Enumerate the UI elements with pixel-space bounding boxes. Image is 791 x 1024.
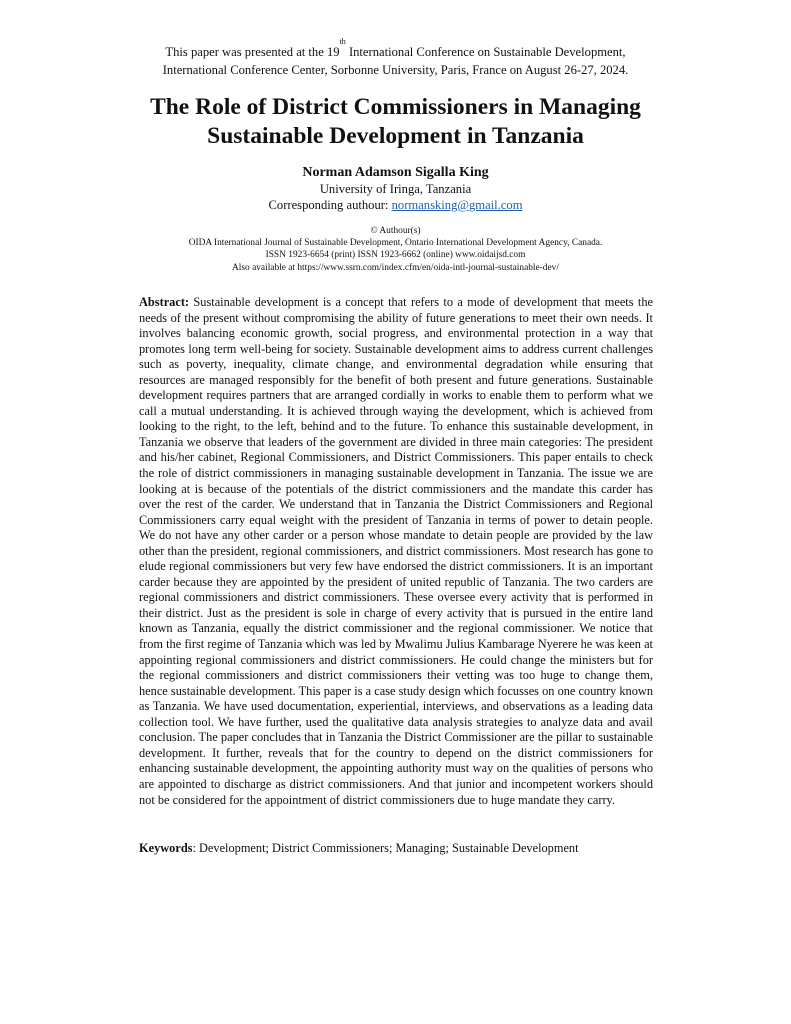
keywords-label: Keywords (139, 841, 193, 855)
availability-line: Also available at https://www.ssrn.com/index.cfm/en/oida-intl-journal-sustainable-dev/ (232, 262, 559, 273)
corresponding-author (120, 197, 671, 214)
keywords-text: : Development; District Commissioners; Managing; Sustainable Development (192, 841, 579, 855)
abstract (139, 295, 653, 808)
journal-line: OIDA International Journal of Sustainable Development, Ontario International Development Agency, Canada. (188, 238, 603, 249)
copyright-line: © Authour(s) (370, 226, 421, 236)
email-link[interactable]: normansking@gmail.com (391, 198, 523, 212)
abstract-text: Sustainable development is a concept that refers to a mode of development that meets the needs of the present without compromising the ability of future generations to meet their own needs. It involves balancing economic growth, social progress, and environmental protection in a way that promotes long term well-being for society. Sustainable development aims to address current challenges such as poverty, inequality, climate change, and environmental degradation while ensuring that resources are managed responsibly for the benefit of both present and future generations. Sustainable development requires partners that are arranged cordially in works to enable them to perform what we call a mutual understanding. It is achieved through waying the development, which is achieved from looking to the right, to the left, behind and to the future. To enhance this sustainable development, in Tanzania we observe that leaders of the government are divided in three main categories: The president and his/her cabinet, Regional Commissioners, and District Commissioners. This paper entails to check the role of district commissioners in managing sustainable development in Tanzania. The issue we are looking at is because of the potentials of the district commissioners and the mandate this carder has over the rest of the carder. We understand that in Tanzania the District Commissioners and Regional Commissioners carry equal weight with the president of Tanzania in terms of power to detain people. We do not have any other carder or a person whose mandate to detain people are provided by the law other than the president, regional commissioners, and district commissioners. Most research has gone to elude regional commissioners but very few have endorsed the district commissioners. It is an important carder because they are appointed by the president of united republic of Tanzania. The two carders are regional commissioners and district commissioners. These oversee every activity that is performed in their district. Just as the president is sole in charge of every activity that is pursued in the entire land known as Tanzania, equally the district commissioner and the regional commissioner. We notice that from the first regime of Tanzania which was led by Mwalimu Julius Kambarage Nyerere he was keen at appointing regional commissioners and district commissioners. He could change the ministers but for the regional commissioners and district commissioners their vetting was too huge to change them, hence sustainable development. This paper is a case study design which focusses on one country known as Tanzania. We have used documentation, experiential, interviews, and observations as a leading data collection tool. We have further, used the qualitative data analysis strategies to analyze data and avail conclusion. The paper concludes that in Tanzania the District Commissioner are the pillar to sustainable development. It further, reveals that for the country to depend on the district commissioners for enhancing sustainable development, the appointing authority must way on the qualities of persons who are appointed to discharge as district commissioners. And that junior and incompetent workers should not be considered for the appointment of district commissioners due to huge mandate they carry. (139, 295, 653, 807)
issn-line: ISSN 1923-6654 (print) ISSN 1923-6662 (online) www.oidaijsd.com (265, 250, 526, 261)
ordinal-suffix: th (339, 37, 346, 46)
keywords (139, 841, 653, 857)
title-line1: The Role of District Commissioners in Managing (150, 94, 641, 120)
publication-info (100, 225, 691, 274)
corresponding-label: Corresponding authour: (268, 198, 392, 212)
paper-title (70, 93, 721, 151)
conference-note-line1-end: International Conference on Sustainable Development, (345, 45, 626, 59)
conference-note-line2: International Conference Center, Sorbonne University, Paris, France on August 26-27, 2024. (162, 62, 629, 77)
title-line2: Sustainable Development in Tanzania (207, 123, 584, 149)
conference-note-line1-start: This paper was presented at the 19 (165, 45, 340, 59)
author-name: Norman Adamson Sigalla King (302, 165, 489, 180)
conference-note (120, 37, 671, 79)
author-affiliation: University of Iringa, Tanzania (319, 182, 472, 196)
abstract-label: Abstract: (139, 295, 190, 309)
